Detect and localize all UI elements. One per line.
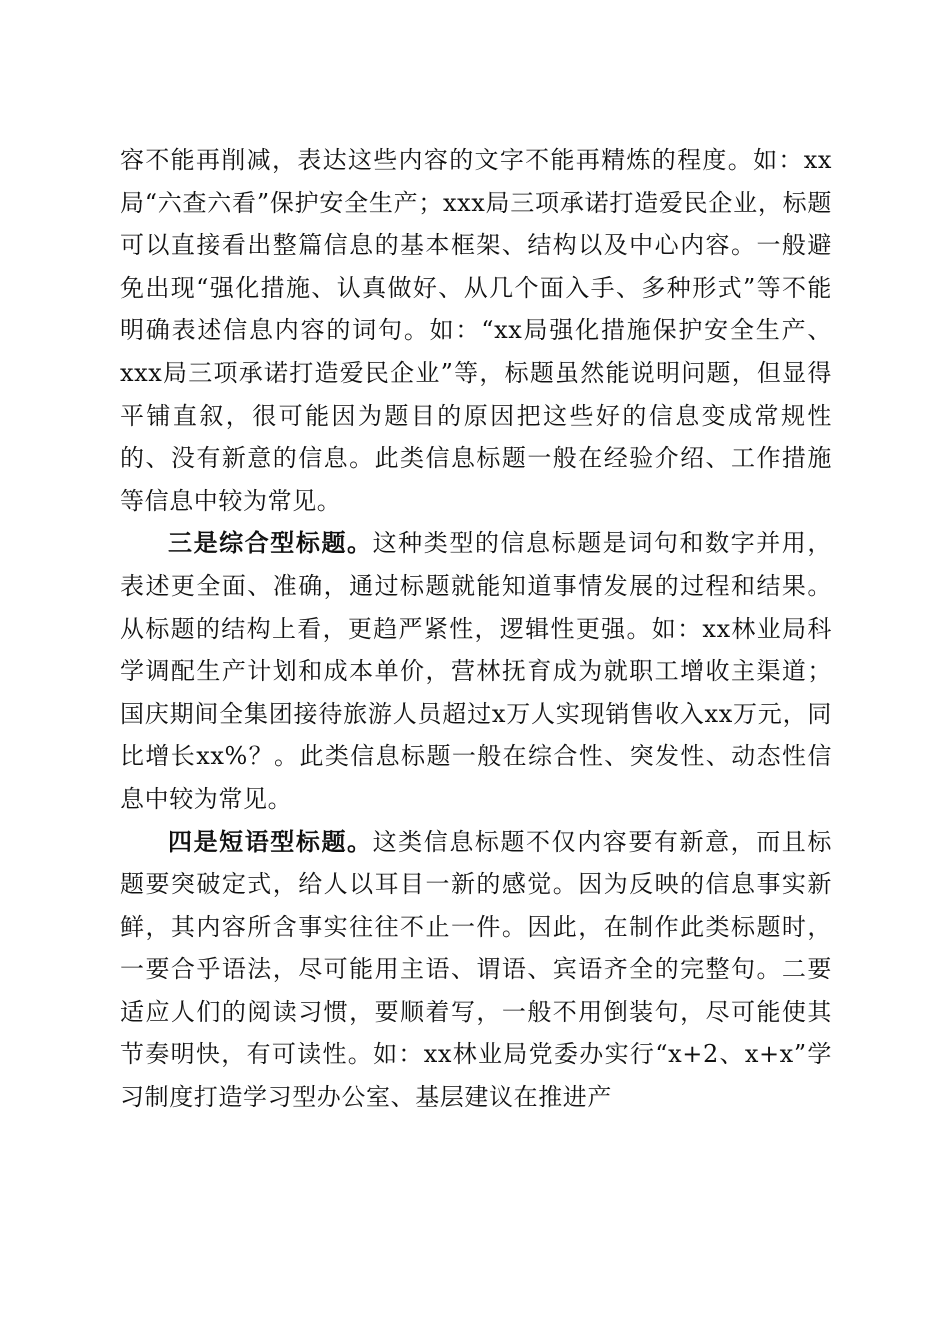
paragraph-text: 这种类型的信息标题是词句和数字并用，表述更全面、准确，通过标题就能知道事情发展的过程和结果。从标题的结构上看，更趋严紧性，逻辑性更强。如：xx林业局科学调配生产计划和成本单价，营林抚育成为就职工增收主渠道；国庆期间全集团接待旅游人员超过x万人实现销售收入xx万元，同比增长xx%？。此类信息标题一般在综合性、突发性、动态性信息中较为常见。	[120, 529, 832, 813]
paragraph-phrase-title	[120, 821, 832, 1119]
paragraph-continuation	[120, 139, 832, 522]
paragraph-comprehensive-title	[120, 522, 832, 820]
document-page	[120, 139, 832, 1119]
paragraph-heading: 三是综合型标题。	[168, 528, 373, 558]
paragraph-text: 容不能再削减，表达这些内容的文字不能再精炼的程度。如：xx局“六查六看”保护安全生产；xxx局三项承诺打造爱民企业，标题可以直接看出整篇信息的基本框架、结构以及中心内容。一般避免出现“强化措施、认真做好、从几个面入手、多种形式”等不能明确表述信息内容的词句。如：“xx局强化措施保护安全生产、xxx局三项承诺打造爱民企业”等，标题虽然能说明问题，但显得平铺直叙，很可能因为题目的原因把这些好的信息变成常规性的、没有新意的信息。此类信息标题一般在经验介绍、工作措施等信息中较为常见。	[120, 146, 832, 515]
paragraph-heading: 四是短语型标题。	[168, 826, 373, 856]
paragraph-text: 这类信息标题不仅内容要有新意，而且标题要突破定式，给人以耳目一新的感觉。因为反映的信息事实新鲜，其内容所含事实往往不止一件。因此，在制作此类标题时，一要合乎语法，尽可能用主语、谓语、宾语齐全的完整句。二要适应人们的阅读习惯，要顺着写，一般不用倒装句，尽可能使其节奏明快，有可读性。如：xx林业局党委办实行“x+2、x+x”学习制度打造学习型办公室、基层建议在推进产	[120, 827, 832, 1112]
